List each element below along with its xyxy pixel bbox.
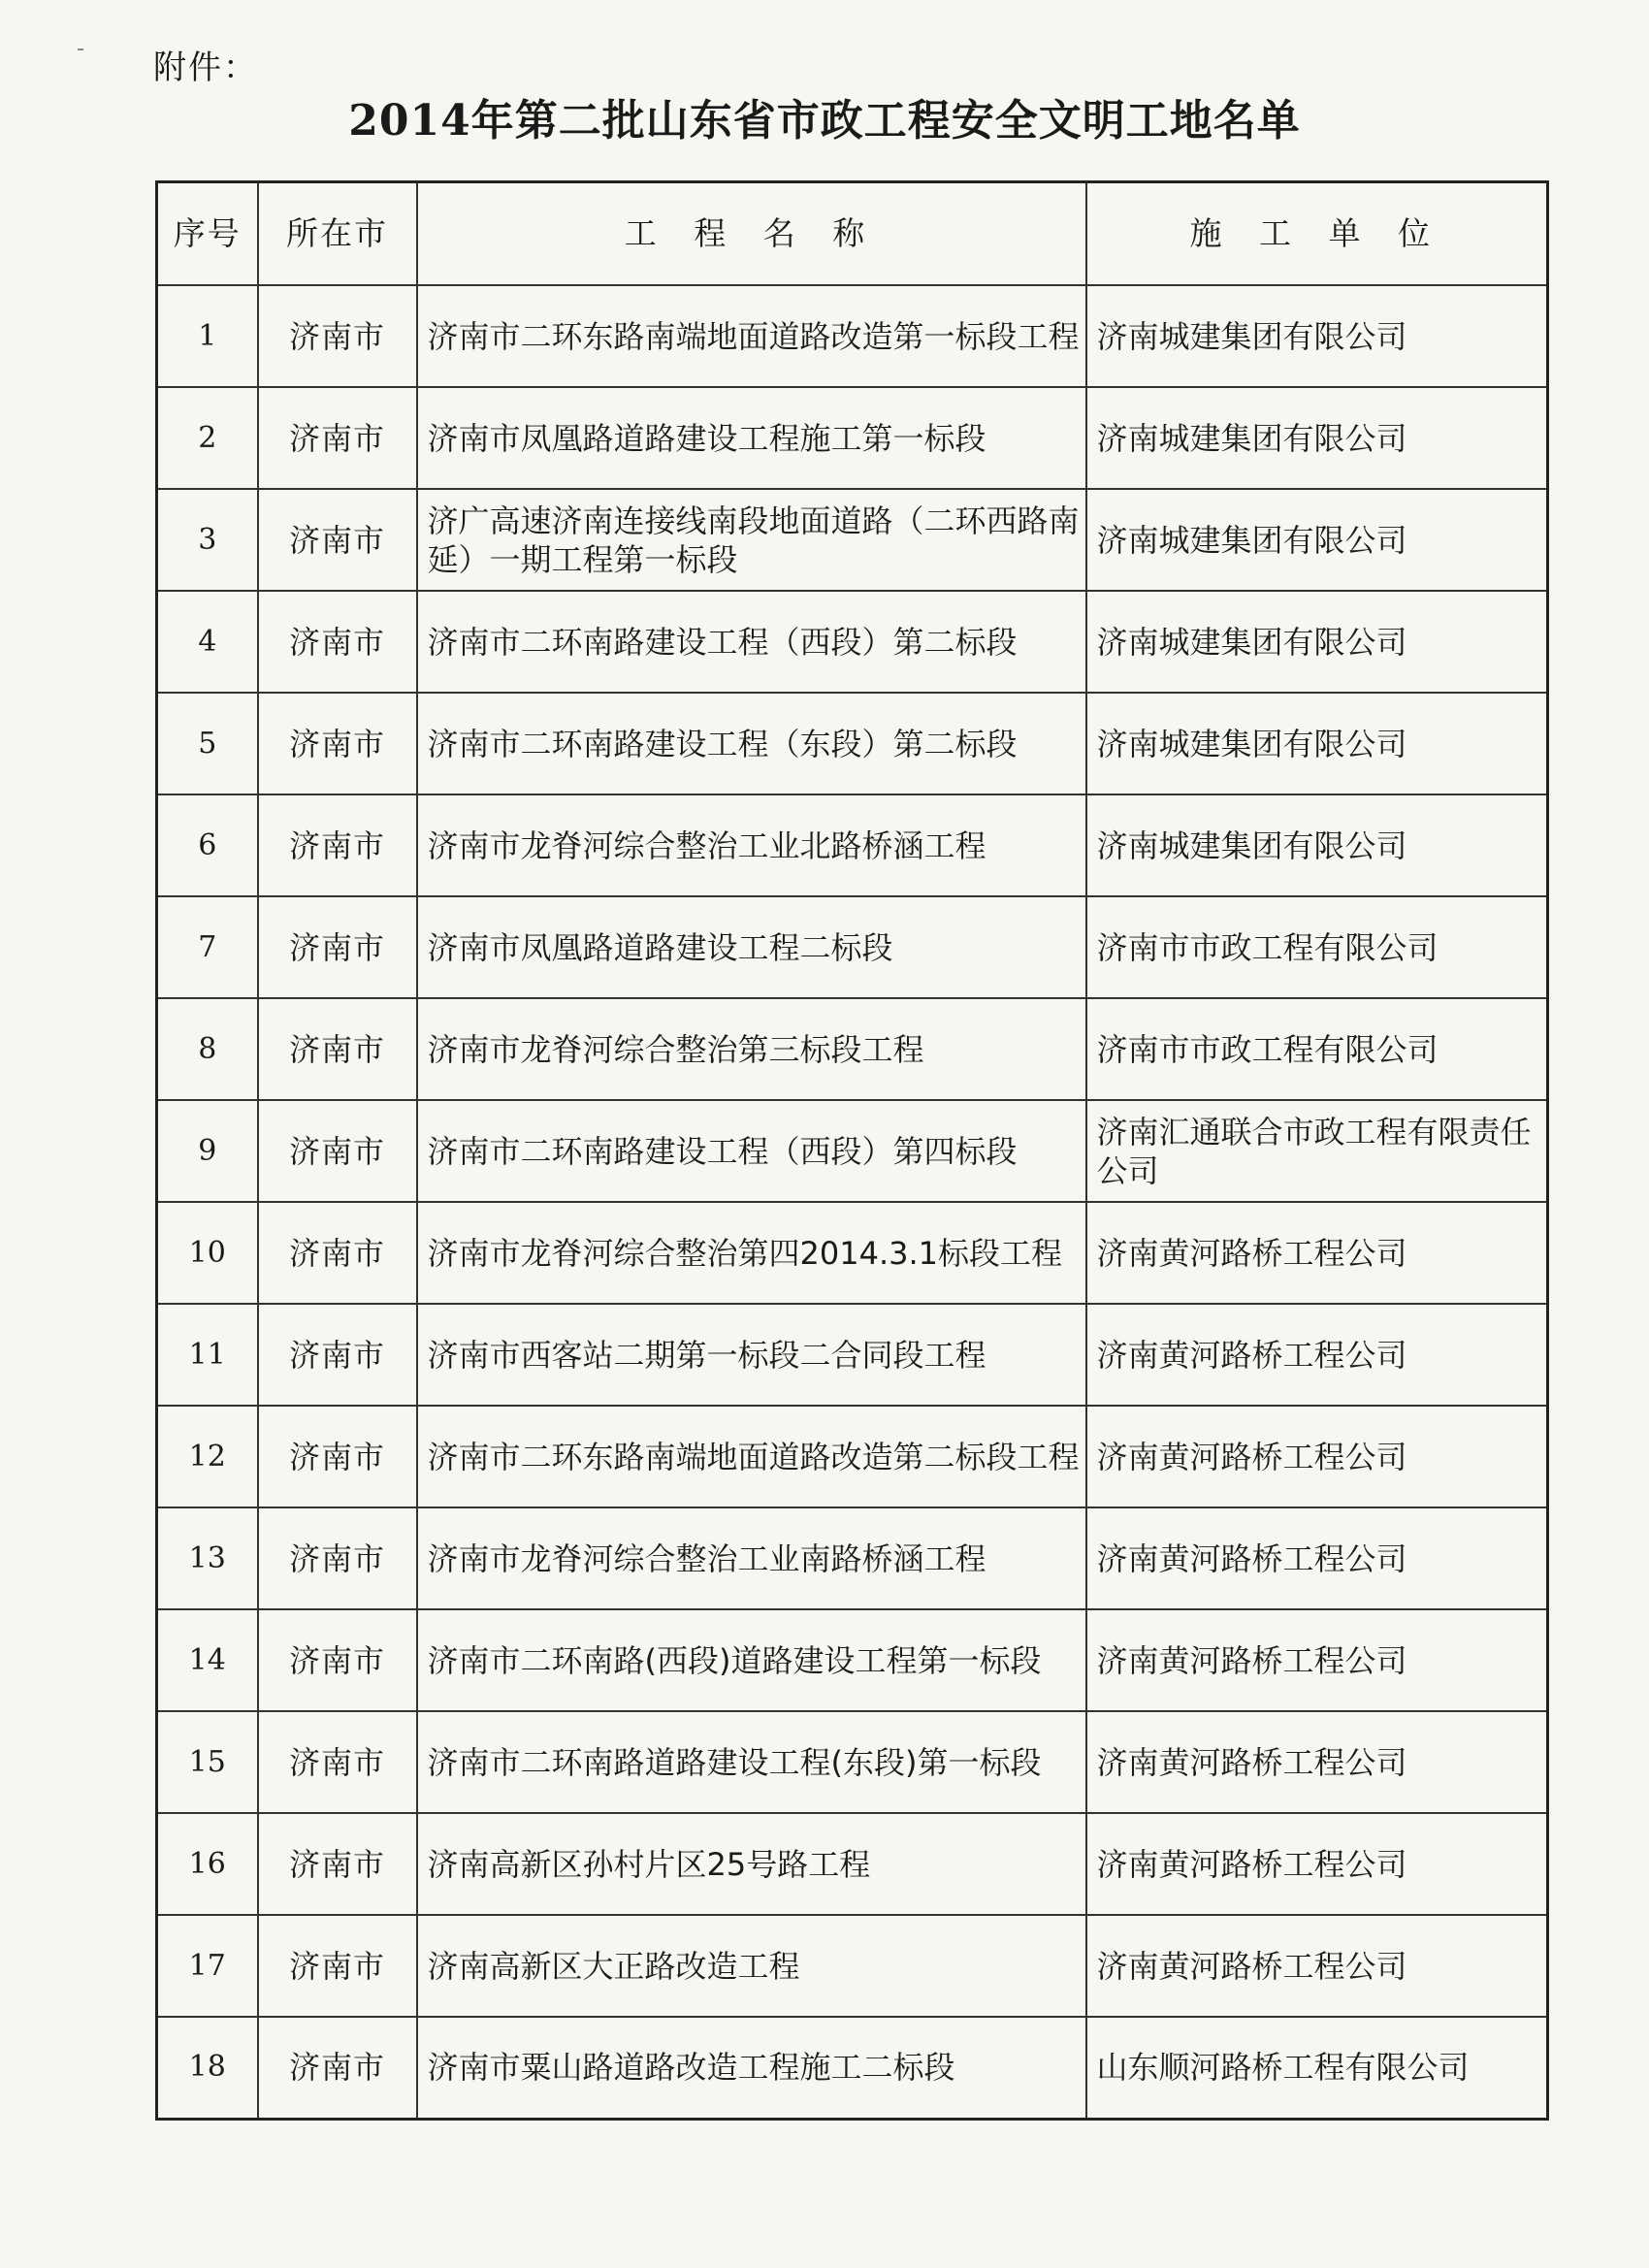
- table-header-row: [157, 182, 1548, 286]
- table-row: [157, 896, 1548, 998]
- row-city: 济南市: [258, 489, 417, 591]
- row-city: 济南市: [258, 1100, 417, 1202]
- row-project-name: 济南市二环南路道路建设工程(东段)第一标段: [417, 1711, 1086, 1813]
- row-company: 济南市市政工程有限公司: [1086, 896, 1548, 998]
- row-city: 济南市: [258, 591, 417, 693]
- row-index: 5: [157, 693, 258, 794]
- document-title: 2014年第二批山东省市政工程安全文明工地名单: [348, 96, 1301, 146]
- row-project-name: 济南市二环南路建设工程（东段）第二标段: [417, 693, 1086, 794]
- row-city: 济南市: [258, 2017, 417, 2119]
- row-project-name: 济南市龙脊河综合整治工业北路桥涵工程: [417, 794, 1086, 896]
- row-project-name: 济南市龙脊河综合整治第三标段工程: [417, 998, 1086, 1100]
- row-index: 14: [157, 1609, 258, 1711]
- table-row: [157, 285, 1548, 387]
- table-row: [157, 1100, 1548, 1202]
- row-company: 济南城建集团有限公司: [1086, 285, 1548, 387]
- table-row: [157, 1915, 1548, 2017]
- row-index: 10: [157, 1202, 258, 1304]
- table-row: [157, 1507, 1548, 1609]
- table-row: [157, 693, 1548, 794]
- row-city: 济南市: [258, 794, 417, 896]
- table-row: [157, 2017, 1548, 2119]
- row-company: 济南城建集团有限公司: [1086, 591, 1548, 693]
- table-body: [157, 285, 1548, 2119]
- row-company: 济南黄河路桥工程公司: [1086, 1304, 1548, 1406]
- header-project: 工 程 名 称: [417, 182, 1086, 286]
- table-row: [157, 1304, 1548, 1406]
- row-project-name: 济南高新区孙村片区25号路工程: [417, 1813, 1086, 1915]
- row-project-name: 济南市西客站二期第一标段二合同段工程: [417, 1304, 1086, 1406]
- row-city: 济南市: [258, 387, 417, 489]
- row-company: 济南黄河路桥工程公司: [1086, 1915, 1548, 2017]
- row-index: 2: [157, 387, 258, 489]
- row-company: 济南黄河路桥工程公司: [1086, 1202, 1548, 1304]
- row-project-name: 济南市二环南路建设工程（西段）第二标段: [417, 591, 1086, 693]
- row-index: 7: [157, 896, 258, 998]
- row-index: 8: [157, 998, 258, 1100]
- row-project-name: 济南市二环南路(西段)道路建设工程第一标段: [417, 1609, 1086, 1711]
- row-company: 济南黄河路桥工程公司: [1086, 1609, 1548, 1711]
- row-city: 济南市: [258, 1915, 417, 2017]
- row-project-name: 济南市龙脊河综合整治第四2014.3.1标段工程: [417, 1202, 1086, 1304]
- row-index: 13: [157, 1507, 258, 1609]
- row-company: 济南黄河路桥工程公司: [1086, 1507, 1548, 1609]
- row-index: 1: [157, 285, 258, 387]
- row-project-name: 济南市二环东路南端地面道路改造第二标段工程: [417, 1406, 1086, 1507]
- row-index: 3: [157, 489, 258, 591]
- row-city: 济南市: [258, 1711, 417, 1813]
- site-list-table: [155, 180, 1549, 2121]
- row-project-name: 济南市二环南路建设工程（西段）第四标段: [417, 1100, 1086, 1202]
- row-city: 济南市: [258, 896, 417, 998]
- row-project-name: 济广高速济南连接线南段地面道路（二环西路南延）一期工程第一标段: [417, 489, 1086, 591]
- table-row: [157, 1202, 1548, 1304]
- row-city: 济南市: [258, 1813, 417, 1915]
- row-company: 济南城建集团有限公司: [1086, 489, 1548, 591]
- row-company: 济南市市政工程有限公司: [1086, 998, 1548, 1100]
- row-company: 济南汇通联合市政工程有限责任公司: [1086, 1100, 1548, 1202]
- row-company: 济南黄河路桥工程公司: [1086, 1711, 1548, 1813]
- row-city: 济南市: [258, 1507, 417, 1609]
- scan-mark: [78, 49, 83, 50]
- table-row: [157, 1711, 1548, 1813]
- row-index: 17: [157, 1915, 258, 2017]
- row-index: 15: [157, 1711, 258, 1813]
- row-index: 6: [157, 794, 258, 896]
- header-city: 所在市: [258, 182, 417, 286]
- row-project-name: 济南市二环东路南端地面道路改造第一标段工程: [417, 285, 1086, 387]
- row-company: 济南城建集团有限公司: [1086, 387, 1548, 489]
- row-index: 12: [157, 1406, 258, 1507]
- row-index: 9: [157, 1100, 258, 1202]
- row-project-name: 济南市龙脊河综合整治工业南路桥涵工程: [417, 1507, 1086, 1609]
- table-row: [157, 1813, 1548, 1915]
- row-index: 18: [157, 2017, 258, 2119]
- row-index: 11: [157, 1304, 258, 1406]
- row-city: 济南市: [258, 1609, 417, 1711]
- table-row: [157, 591, 1548, 693]
- row-project-name: 济南市粟山路道路改造工程施工二标段: [417, 2017, 1086, 2119]
- header-company: 施 工 单 位: [1086, 182, 1548, 286]
- header-index: 序号: [157, 182, 258, 286]
- row-city: 济南市: [258, 285, 417, 387]
- table-row: [157, 1609, 1548, 1711]
- table-row: [157, 387, 1548, 489]
- row-company: 济南黄河路桥工程公司: [1086, 1406, 1548, 1507]
- table-row: [157, 794, 1548, 896]
- row-project-name: 济南市凤凰路道路建设工程二标段: [417, 896, 1086, 998]
- row-company: 济南城建集团有限公司: [1086, 693, 1548, 794]
- table-row: [157, 998, 1548, 1100]
- row-project-name: 济南市凤凰路道路建设工程施工第一标段: [417, 387, 1086, 489]
- row-index: 4: [157, 591, 258, 693]
- row-city: 济南市: [258, 998, 417, 1100]
- row-city: 济南市: [258, 1304, 417, 1406]
- table-row: [157, 1406, 1548, 1507]
- row-company: 济南城建集团有限公司: [1086, 794, 1548, 896]
- row-city: 济南市: [258, 1202, 417, 1304]
- row-city: 济南市: [258, 693, 417, 794]
- row-city: 济南市: [258, 1406, 417, 1507]
- site-list-table-wrapper: [155, 180, 1546, 2121]
- row-index: 16: [157, 1813, 258, 1915]
- attachment-label: 附件：: [153, 49, 258, 87]
- table-row: [157, 489, 1548, 591]
- row-company: 济南黄河路桥工程公司: [1086, 1813, 1548, 1915]
- row-project-name: 济南高新区大正路改造工程: [417, 1915, 1086, 2017]
- row-company: 山东顺河路桥工程有限公司: [1086, 2017, 1548, 2119]
